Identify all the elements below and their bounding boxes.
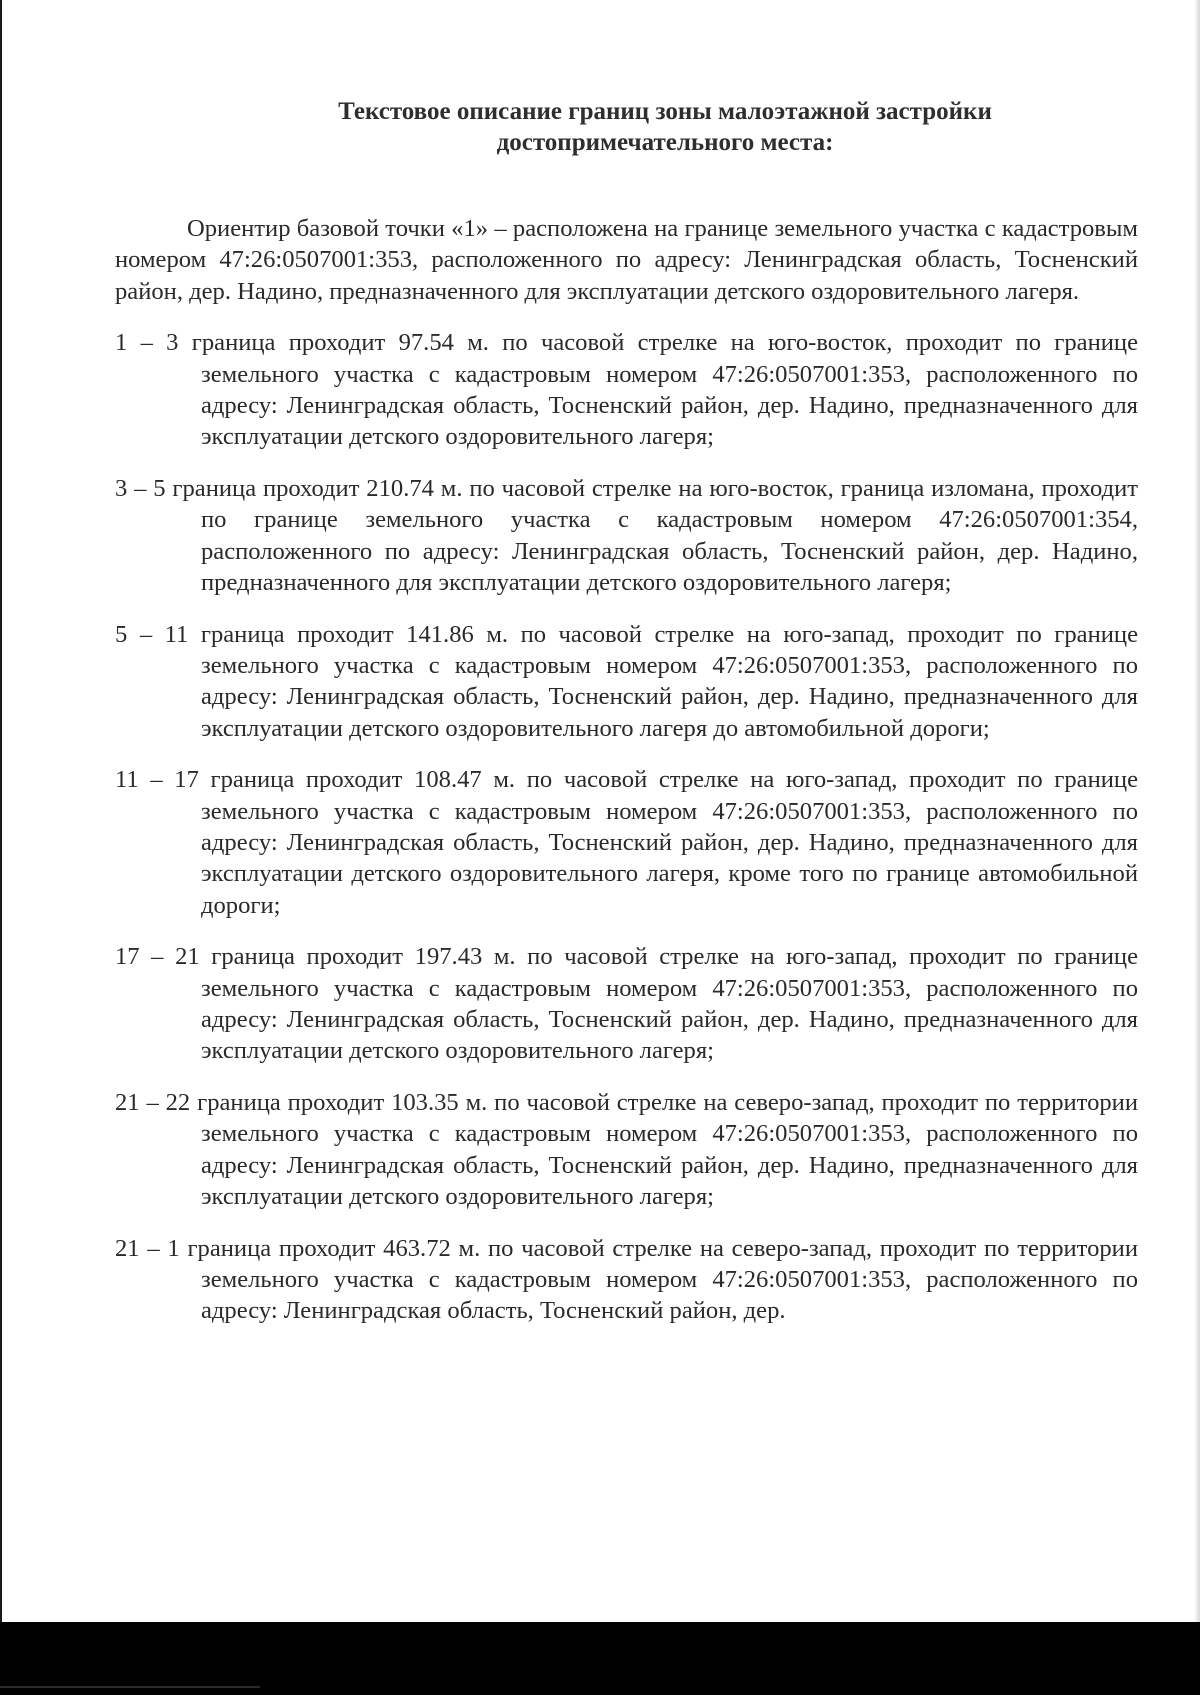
boundary-segment-21-22: 21 – 22 граница проходит 103.35 м. по часовой стрелке на северо-запад, проходит по территории земельного участка с кадастровым номером 47:26:0507001:353, расположенного по адресу: Ленинградская область, Тосненский район, дер. Надино, предназначенного для эксплуатации детского оздоровительного лагеря; bbox=[115, 1089, 1138, 1211]
document-body bbox=[115, 213, 1138, 1327]
scan-bottom-streak bbox=[0, 1686, 260, 1688]
scan-left-edge bbox=[0, 0, 2, 1622]
boundary-segment-21-1: 21 – 1 граница проходит 463.72 м. по часовой стрелке на северо-запад, проходит по территории земельного участка с кадастровым номером 47:26:0507001:353, расположенного по адресу: Ленинградская область, Тосненский район, дер. bbox=[115, 1234, 1138, 1325]
boundary-segment-11-17: 11 – 17 граница проходит 108.47 м. по часовой стрелке на юго-запад, проходит по границе земельного участка с кадастровым номером 47:26:0507001:353, расположенного по адресу: Ленинградская область, Тосненский район, дер. Надино, предназначенного для эксплуатации детского оздоровительного лагеря, кроме того по границе автомобильной дороги; bbox=[115, 766, 1138, 919]
scan-bottom-bar bbox=[0, 1622, 1200, 1695]
boundary-segment-17-21: 17 – 21 граница проходит 197.43 м. по часовой стрелке на юго-запад, проходит по границе земельного участка с кадастровым номером 47:26:0507001:353, расположенного по адресу: Ленинградская область, Тосненский район, дер. Надино, предназначенного для эксплуатации детского оздоровительного лагеря; bbox=[115, 943, 1138, 1065]
document-title bbox=[250, 96, 1080, 158]
title-line-2: достопримечательного места: bbox=[496, 129, 834, 156]
title-line-1: Текстовое описание границ зоны малоэтажной застройки bbox=[338, 98, 992, 125]
intro-paragraph: Ориентир базовой точки «1» – расположена на границе земельного участка с кадастровым номером 47:26:0507001:353, расположенного по адресу: Ленинградская область, Тосненский район, дер. Надино, предназначенного для эксплуатации детского оздоровительного лагеря. bbox=[115, 215, 1138, 305]
scan-right-edge bbox=[1194, 0, 1200, 1622]
boundary-segment-5-11: 5 – 11 граница проходит 141.86 м. по часовой стрелке на юго-запад, проходит по границе земельного участка с кадастровым номером 47:26:0507001:353, расположенного по адресу: Ленинградская область, Тосненский район, дер. Надино, предназначенного для эксплуатации детского оздоровительного лагеря до автомобильной дороги; bbox=[115, 620, 1138, 742]
boundary-segment-1-3: 1 – 3 граница проходит 97.54 м. по часовой стрелке на юго-восток, проходит по границе земельного участка с кадастровым номером 47:26:0507001:353, расположенного по адресу: Ленинградская область, Тосненский район, дер. Надино, предназначенного для эксплуатации детского оздоровительного лагеря; bbox=[115, 329, 1138, 451]
boundary-segment-3-5: 3 – 5 граница проходит 210.74 м. по часовой стрелке на юго-восток, граница изломана, проходит по границе земельного участка с кадастровым номером 47:26:0507001:354, расположенного по адресу: Ленинградская область, Тосненский район, дер. Надино, предназначенного для эксплуатации детского оздоровительного лагеря; bbox=[115, 475, 1138, 596]
